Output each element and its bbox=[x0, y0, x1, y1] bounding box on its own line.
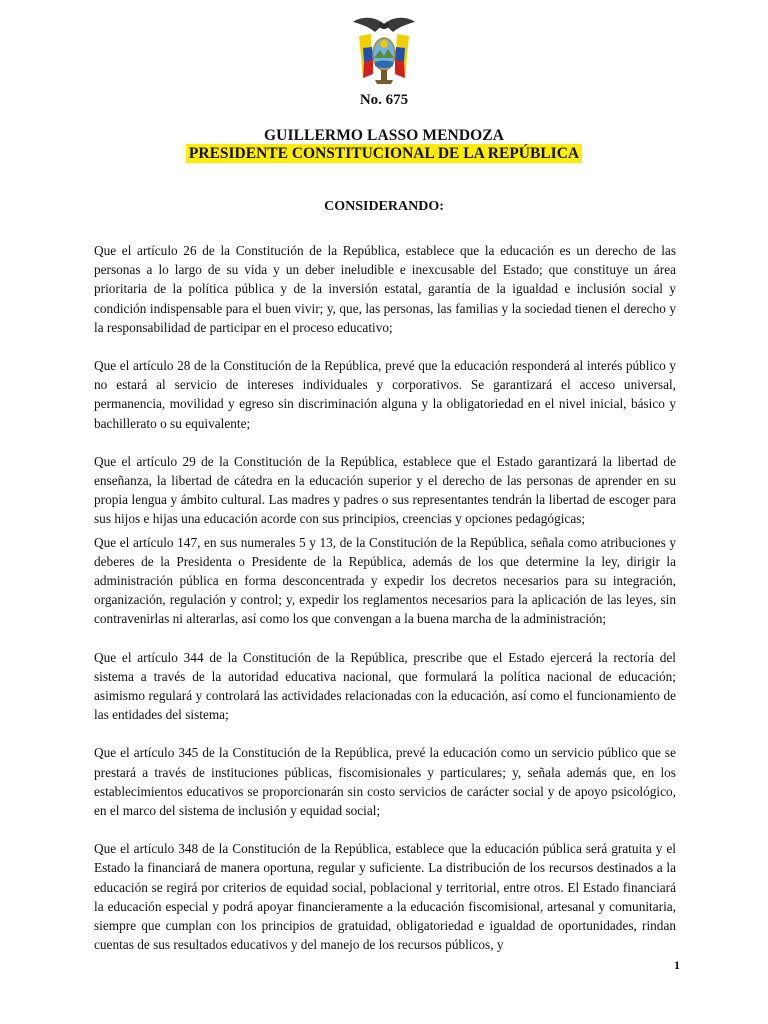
section-heading: CONSIDERANDO: bbox=[324, 199, 444, 214]
president-name: GUILLERMO LASSO MENDOZA bbox=[264, 127, 504, 144]
decree-number: No. 675 bbox=[359, 92, 409, 108]
president-title-highlighted: PRESIDENTE CONSTITUCIONAL DE LA REPÚBLICA bbox=[186, 144, 582, 163]
paragraph-art-344: Que el artículo 344 de la Constitución de la República, prescribe que el Estado ejercerá la rectoría del sistema a través de la autoridad educativa nacional, que formulará la política nacional de educación; asimismo regulará y controlará las actividades relacionadas con la educación, así como el funcionamiento de las entidades del sistema; bbox=[94, 649, 676, 723]
considerando-body bbox=[94, 241, 676, 974]
paragraph-art-345: Que el artículo 345 de la Constitución de la República, prevé la educación como un servicio público que se prestará a través de instituciones públicas, fiscomisionales y particulares; y, señala además que, en los establecimientos educativos se proporcionarán sin costo servicios de carácter social y de apoyo psicológico, en el marco del sistema de inclusión y equidad social; bbox=[94, 745, 676, 819]
page-number: 1 bbox=[674, 958, 680, 972]
paragraph-art-29: Que el artículo 29 de la Constitución de la República, establece que el Estado garantizará la libertad de enseñanza, la libertad de cátedra en la educación superior y el derecho de las personas de aprender en su propia lengua y ámbito cultural. Las madres y padres o sus representantes tendrán la libertad de escoger para sus hijos e hijas una educación acorde con sus principios, creencias y opciones pedagógicas; bbox=[94, 453, 676, 527]
paragraph-art-28: Que el artículo 28 de la Constitución de la República, prevé que la educación responderá al interés público y no estará al servicio de intereses individuales y corporativos. Se garantizará el acceso universal, permanencia, movilidad y egreso sin discriminación alguna y la obligatoriedad en el nivel inicial, básico y bachillerato o su equivalente; bbox=[94, 358, 676, 431]
paragraph-art-147: Que el artículo 147, en sus numerales 5 y 13, de la Constitución de la República, señala como atribuciones y deberes de la Presidenta o Presidente de la República, además de los que determine la ley, dirigir la administración pública en forma desconcentrada y expedir los decretos necesarios para su integración, organización, regulación y control; y, expedir los reglamentos necesarios para la aplicación de las leyes, sin contravenirlas ni alterarlas, así como los que convengan a la buena marcha de la administración; bbox=[94, 534, 676, 627]
paragraph-art-348: Que el artículo 348 de la Constitución de la República, establece que la educación pública será gratuita y el Estado la financiará de manera oportuna, regular y suficiente. La distribución de los recursos destinados a la educación se regirá por criterios de equidad social, poblacional y territorial, entre otros. El Estado financiará la educación especial y podrá apoyar financieramente a la educación fiscomisional, artesanal y comunitaria, siempre que cumplan con los principios de gratuidad, obligatoriedad e igualdad de oportunidades, rindan cuentas de sus resultados educativos y del manejo de los recursos públicos, y bbox=[94, 841, 676, 953]
paragraph-art-26: Que el artículo 26 de la Constitución de la República, establece que la educación es un derecho de las personas a lo largo de su vida y un deber ineludible e inexcusable del Estado; que constituye un área prioritaria de la política pública y de la inversión estatal, garantía de la igualdad e inclusión social y condición indispensable para el buen vivir; y, que, las personas, las familias y la sociedad tienen el derecho y la responsabilidad de participar en el proceso educativo; bbox=[94, 243, 676, 335]
president-title-container bbox=[0, 144, 768, 163]
ecuador-coat-of-arms-icon bbox=[351, 14, 417, 86]
